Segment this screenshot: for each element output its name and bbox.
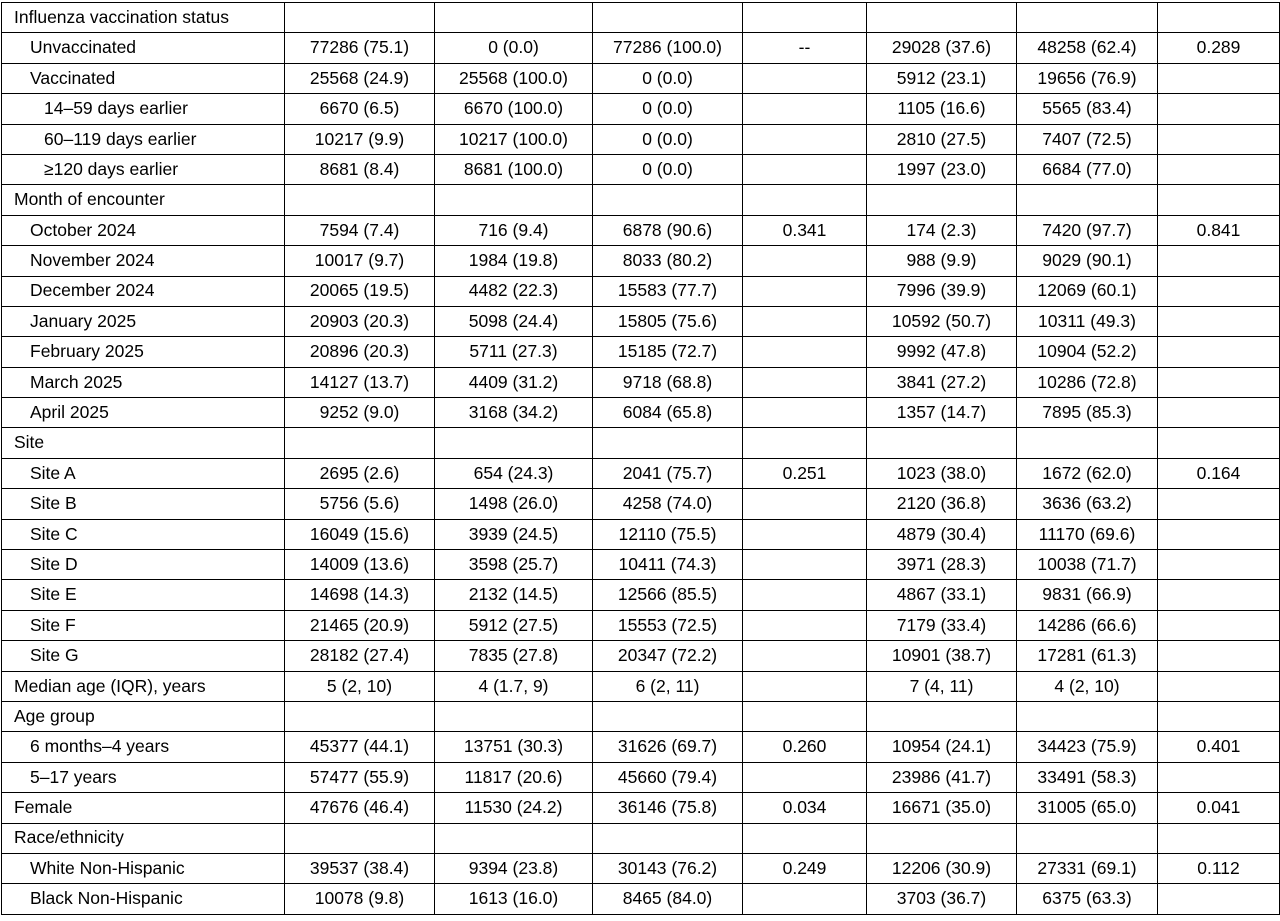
table-row	[2, 641, 1280, 671]
negative-cell: 12069 (60.1)	[1017, 276, 1158, 306]
vaccinated-cell	[435, 701, 593, 731]
test-pvalue-cell	[1158, 398, 1280, 428]
vaccinated-cell	[435, 185, 593, 215]
positive-cell: 10592 (50.7)	[867, 306, 1017, 336]
positive-cell: 988 (9.9)	[867, 246, 1017, 276]
negative-cell: 10038 (71.7)	[1017, 550, 1158, 580]
test-pvalue-cell	[1158, 3, 1280, 33]
vaccinated-cell: 3598 (25.7)	[435, 550, 593, 580]
test-pvalue-cell	[1158, 641, 1280, 671]
table-row	[2, 215, 1280, 245]
vaccinated-cell: 5711 (27.3)	[435, 337, 593, 367]
row-label-cell: Site E	[2, 580, 285, 610]
vaccination-pvalue-cell: 0.251	[743, 458, 867, 488]
test-pvalue-cell	[1158, 337, 1280, 367]
negative-cell: 3636 (63.2)	[1017, 489, 1158, 519]
row-label-cell: April 2025	[2, 398, 285, 428]
vaccinated-cell: 11530 (24.2)	[435, 793, 593, 823]
negative-cell: 17281 (61.3)	[1017, 641, 1158, 671]
vaccination-pvalue-cell	[743, 398, 867, 428]
vaccination-pvalue-cell	[743, 701, 867, 731]
negative-cell: 34423 (75.9)	[1017, 732, 1158, 762]
total-cell: 2695 (2.6)	[285, 458, 435, 488]
vaccinated-cell: 2132 (14.5)	[435, 580, 593, 610]
vaccination-pvalue-cell	[743, 489, 867, 519]
vaccination-pvalue-cell	[743, 367, 867, 397]
total-cell: 25568 (24.9)	[285, 63, 435, 93]
unvaccinated-cell: 4258 (74.0)	[593, 489, 743, 519]
vaccination-pvalue-cell	[743, 276, 867, 306]
row-label-cell: Month of encounter	[2, 185, 285, 215]
total-cell: 45377 (44.1)	[285, 732, 435, 762]
unvaccinated-cell: 0 (0.0)	[593, 94, 743, 124]
negative-cell: 48258 (62.4)	[1017, 33, 1158, 63]
vaccination-pvalue-cell	[743, 154, 867, 184]
positive-cell: 2120 (36.8)	[867, 489, 1017, 519]
vaccinated-cell: 6670 (100.0)	[435, 94, 593, 124]
vaccination-pvalue-cell	[743, 94, 867, 124]
row-label-cell: Age group	[2, 701, 285, 731]
test-pvalue-cell	[1158, 185, 1280, 215]
table-row	[2, 671, 1280, 701]
negative-cell: 5565 (83.4)	[1017, 94, 1158, 124]
total-cell: 14009 (13.6)	[285, 550, 435, 580]
unvaccinated-cell: 10411 (74.3)	[593, 550, 743, 580]
unvaccinated-cell: 45660 (79.4)	[593, 762, 743, 792]
row-label-cell: Site D	[2, 550, 285, 580]
negative-cell: 10311 (49.3)	[1017, 306, 1158, 336]
unvaccinated-cell: 36146 (75.8)	[593, 793, 743, 823]
total-cell: 10017 (9.7)	[285, 246, 435, 276]
test-pvalue-cell	[1158, 671, 1280, 701]
vaccination-pvalue-cell: 0.034	[743, 793, 867, 823]
row-label-cell: 5–17 years	[2, 762, 285, 792]
negative-cell: 4 (2, 10)	[1017, 671, 1158, 701]
total-cell: 21465 (20.9)	[285, 610, 435, 640]
total-cell: 16049 (15.6)	[285, 519, 435, 549]
table-row	[2, 823, 1280, 853]
negative-cell	[1017, 185, 1158, 215]
vaccinated-cell: 716 (9.4)	[435, 215, 593, 245]
vaccinated-cell: 7835 (27.8)	[435, 641, 593, 671]
negative-cell: 31005 (65.0)	[1017, 793, 1158, 823]
total-cell	[285, 701, 435, 731]
vaccinated-cell: 3168 (34.2)	[435, 398, 593, 428]
unvaccinated-cell	[593, 701, 743, 731]
positive-cell: 23986 (41.7)	[867, 762, 1017, 792]
unvaccinated-cell: 15553 (72.5)	[593, 610, 743, 640]
unvaccinated-cell: 20347 (72.2)	[593, 641, 743, 671]
table-row	[2, 398, 1280, 428]
positive-cell: 7 (4, 11)	[867, 671, 1017, 701]
negative-cell: 9831 (66.9)	[1017, 580, 1158, 610]
table-row	[2, 246, 1280, 276]
vaccinated-cell: 10217 (100.0)	[435, 124, 593, 154]
vaccination-pvalue-cell	[743, 185, 867, 215]
table-row	[2, 762, 1280, 792]
table-row	[2, 701, 1280, 731]
table-row	[2, 732, 1280, 762]
row-label-cell: ≥120 days earlier	[2, 154, 285, 184]
row-label-cell: January 2025	[2, 306, 285, 336]
table-row	[2, 610, 1280, 640]
table-body	[2, 3, 1280, 915]
vaccination-pvalue-cell	[743, 762, 867, 792]
table-row	[2, 124, 1280, 154]
negative-cell	[1017, 701, 1158, 731]
vaccinated-cell	[435, 3, 593, 33]
total-cell: 20903 (20.3)	[285, 306, 435, 336]
row-label-cell: February 2025	[2, 337, 285, 367]
positive-cell: 10901 (38.7)	[867, 641, 1017, 671]
row-label-cell: Site F	[2, 610, 285, 640]
vaccination-pvalue-cell	[743, 63, 867, 93]
vaccinated-cell: 5912 (27.5)	[435, 610, 593, 640]
total-cell: 9252 (9.0)	[285, 398, 435, 428]
negative-cell: 11170 (69.6)	[1017, 519, 1158, 549]
total-cell: 5 (2, 10)	[285, 671, 435, 701]
row-label-cell: October 2024	[2, 215, 285, 245]
unvaccinated-cell: 12110 (75.5)	[593, 519, 743, 549]
total-cell	[285, 3, 435, 33]
table-row	[2, 428, 1280, 458]
table-row	[2, 185, 1280, 215]
total-cell: 10217 (9.9)	[285, 124, 435, 154]
total-cell: 39537 (38.4)	[285, 853, 435, 883]
test-pvalue-cell	[1158, 154, 1280, 184]
test-pvalue-cell: 0.401	[1158, 732, 1280, 762]
row-label-cell: Site B	[2, 489, 285, 519]
vaccination-pvalue-cell: 0.341	[743, 215, 867, 245]
positive-cell	[867, 185, 1017, 215]
test-pvalue-cell	[1158, 519, 1280, 549]
row-label-cell: March 2025	[2, 367, 285, 397]
vaccinated-cell: 654 (24.3)	[435, 458, 593, 488]
negative-cell: 14286 (66.6)	[1017, 610, 1158, 640]
row-label-cell: Median age (IQR), years	[2, 671, 285, 701]
table-row	[2, 519, 1280, 549]
row-label-cell: White Non-Hispanic	[2, 853, 285, 883]
row-label-cell: Race/ethnicity	[2, 823, 285, 853]
table-row	[2, 337, 1280, 367]
negative-cell: 7895 (85.3)	[1017, 398, 1158, 428]
table-row	[2, 367, 1280, 397]
positive-cell: 2810 (27.5)	[867, 124, 1017, 154]
vaccination-pvalue-cell	[743, 519, 867, 549]
vaccinated-cell: 25568 (100.0)	[435, 63, 593, 93]
test-pvalue-cell: 0.289	[1158, 33, 1280, 63]
total-cell: 28182 (27.4)	[285, 641, 435, 671]
table-row	[2, 3, 1280, 33]
row-label-cell: 14–59 days earlier	[2, 94, 285, 124]
positive-cell: 3703 (36.7)	[867, 884, 1017, 914]
positive-cell	[867, 823, 1017, 853]
vaccination-pvalue-cell: --	[743, 33, 867, 63]
positive-cell: 10954 (24.1)	[867, 732, 1017, 762]
row-label-cell: Site C	[2, 519, 285, 549]
vaccinated-cell: 4 (1.7, 9)	[435, 671, 593, 701]
test-pvalue-cell: 0.164	[1158, 458, 1280, 488]
positive-cell: 1105 (16.6)	[867, 94, 1017, 124]
row-label-cell: 6 months–4 years	[2, 732, 285, 762]
vaccinated-cell: 5098 (24.4)	[435, 306, 593, 336]
total-cell: 20065 (19.5)	[285, 276, 435, 306]
total-cell: 47676 (46.4)	[285, 793, 435, 823]
row-label-cell: 60–119 days earlier	[2, 124, 285, 154]
row-label-cell: November 2024	[2, 246, 285, 276]
unvaccinated-cell	[593, 428, 743, 458]
vaccinated-cell: 1984 (19.8)	[435, 246, 593, 276]
vaccinated-cell	[435, 428, 593, 458]
positive-cell: 5912 (23.1)	[867, 63, 1017, 93]
test-pvalue-cell	[1158, 124, 1280, 154]
negative-cell: 27331 (69.1)	[1017, 853, 1158, 883]
row-label-cell: Site	[2, 428, 285, 458]
unvaccinated-cell	[593, 3, 743, 33]
positive-cell: 3841 (27.2)	[867, 367, 1017, 397]
vaccination-pvalue-cell: 0.260	[743, 732, 867, 762]
vaccinated-cell: 1613 (16.0)	[435, 884, 593, 914]
negative-cell: 7420 (97.7)	[1017, 215, 1158, 245]
vaccination-pvalue-cell	[743, 610, 867, 640]
total-cell	[285, 823, 435, 853]
total-cell: 14127 (13.7)	[285, 367, 435, 397]
positive-cell: 29028 (37.6)	[867, 33, 1017, 63]
unvaccinated-cell	[593, 185, 743, 215]
row-label-cell: December 2024	[2, 276, 285, 306]
test-pvalue-cell: 0.041	[1158, 793, 1280, 823]
total-cell: 14698 (14.3)	[285, 580, 435, 610]
total-cell: 10078 (9.8)	[285, 884, 435, 914]
table-row	[2, 550, 1280, 580]
unvaccinated-cell: 15805 (75.6)	[593, 306, 743, 336]
vaccination-pvalue-cell	[743, 306, 867, 336]
positive-cell: 1357 (14.7)	[867, 398, 1017, 428]
test-pvalue-cell	[1158, 884, 1280, 914]
vaccination-pvalue-cell	[743, 124, 867, 154]
unvaccinated-cell: 6084 (65.8)	[593, 398, 743, 428]
vaccinated-cell: 9394 (23.8)	[435, 853, 593, 883]
unvaccinated-cell: 31626 (69.7)	[593, 732, 743, 762]
vaccination-pvalue-cell	[743, 428, 867, 458]
vaccinated-cell: 3939 (24.5)	[435, 519, 593, 549]
unvaccinated-cell: 0 (0.0)	[593, 124, 743, 154]
test-pvalue-cell: 0.841	[1158, 215, 1280, 245]
vaccination-pvalue-cell	[743, 337, 867, 367]
test-pvalue-cell	[1158, 610, 1280, 640]
positive-cell: 1997 (23.0)	[867, 154, 1017, 184]
positive-cell: 9992 (47.8)	[867, 337, 1017, 367]
table-row	[2, 580, 1280, 610]
unvaccinated-cell	[593, 823, 743, 853]
row-label-cell: Female	[2, 793, 285, 823]
positive-cell: 1023 (38.0)	[867, 458, 1017, 488]
total-cell	[285, 185, 435, 215]
row-label-cell: Site A	[2, 458, 285, 488]
vaccinated-cell: 0 (0.0)	[435, 33, 593, 63]
row-label-cell: Site G	[2, 641, 285, 671]
negative-cell	[1017, 428, 1158, 458]
test-pvalue-cell: 0.112	[1158, 853, 1280, 883]
table-row	[2, 276, 1280, 306]
test-pvalue-cell	[1158, 94, 1280, 124]
vaccinated-cell: 13751 (30.3)	[435, 732, 593, 762]
vaccination-pvalue-cell	[743, 580, 867, 610]
positive-cell	[867, 701, 1017, 731]
unvaccinated-cell: 30143 (76.2)	[593, 853, 743, 883]
test-pvalue-cell	[1158, 306, 1280, 336]
unvaccinated-cell: 12566 (85.5)	[593, 580, 743, 610]
negative-cell	[1017, 3, 1158, 33]
unvaccinated-cell: 6878 (90.6)	[593, 215, 743, 245]
positive-cell: 174 (2.3)	[867, 215, 1017, 245]
positive-cell: 12206 (30.9)	[867, 853, 1017, 883]
table-row	[2, 306, 1280, 336]
total-cell	[285, 428, 435, 458]
unvaccinated-cell: 15583 (77.7)	[593, 276, 743, 306]
total-cell: 8681 (8.4)	[285, 154, 435, 184]
table-row	[2, 853, 1280, 883]
total-cell: 77286 (75.1)	[285, 33, 435, 63]
vaccinated-cell: 4409 (31.2)	[435, 367, 593, 397]
positive-cell: 7179 (33.4)	[867, 610, 1017, 640]
test-pvalue-cell	[1158, 823, 1280, 853]
negative-cell: 6375 (63.3)	[1017, 884, 1158, 914]
test-pvalue-cell	[1158, 701, 1280, 731]
unvaccinated-cell: 0 (0.0)	[593, 63, 743, 93]
total-cell: 20896 (20.3)	[285, 337, 435, 367]
test-pvalue-cell	[1158, 550, 1280, 580]
negative-cell: 10904 (52.2)	[1017, 337, 1158, 367]
unvaccinated-cell: 6 (2, 11)	[593, 671, 743, 701]
negative-cell: 7407 (72.5)	[1017, 124, 1158, 154]
table-row	[2, 94, 1280, 124]
table-row	[2, 793, 1280, 823]
vaccination-pvalue-cell	[743, 550, 867, 580]
negative-cell: 6684 (77.0)	[1017, 154, 1158, 184]
positive-cell: 7996 (39.9)	[867, 276, 1017, 306]
table-row	[2, 33, 1280, 63]
unvaccinated-cell: 0 (0.0)	[593, 154, 743, 184]
row-label-cell: Vaccinated	[2, 63, 285, 93]
test-pvalue-cell	[1158, 276, 1280, 306]
vaccination-pvalue-cell	[743, 884, 867, 914]
unvaccinated-cell: 8465 (84.0)	[593, 884, 743, 914]
total-cell: 57477 (55.9)	[285, 762, 435, 792]
positive-cell: 4867 (33.1)	[867, 580, 1017, 610]
total-cell: 5756 (5.6)	[285, 489, 435, 519]
vaccinated-cell: 11817 (20.6)	[435, 762, 593, 792]
test-pvalue-cell	[1158, 580, 1280, 610]
test-pvalue-cell	[1158, 246, 1280, 276]
unvaccinated-cell: 77286 (100.0)	[593, 33, 743, 63]
row-label-cell: Unvaccinated	[2, 33, 285, 63]
unvaccinated-cell: 9718 (68.8)	[593, 367, 743, 397]
negative-cell	[1017, 823, 1158, 853]
negative-cell: 10286 (72.8)	[1017, 367, 1158, 397]
table-row	[2, 154, 1280, 184]
test-pvalue-cell	[1158, 428, 1280, 458]
vaccination-pvalue-cell	[743, 823, 867, 853]
vaccination-pvalue-cell	[743, 641, 867, 671]
unvaccinated-cell: 15185 (72.7)	[593, 337, 743, 367]
vaccinated-cell: 4482 (22.3)	[435, 276, 593, 306]
positive-cell: 16671 (35.0)	[867, 793, 1017, 823]
row-label-cell: Influenza vaccination status	[2, 3, 285, 33]
negative-cell: 33491 (58.3)	[1017, 762, 1158, 792]
vaccinated-cell: 1498 (26.0)	[435, 489, 593, 519]
total-cell: 6670 (6.5)	[285, 94, 435, 124]
negative-cell: 9029 (90.1)	[1017, 246, 1158, 276]
positive-cell	[867, 428, 1017, 458]
negative-cell: 1672 (62.0)	[1017, 458, 1158, 488]
unvaccinated-cell: 8033 (80.2)	[593, 246, 743, 276]
test-pvalue-cell	[1158, 63, 1280, 93]
table-row	[2, 884, 1280, 914]
positive-cell: 4879 (30.4)	[867, 519, 1017, 549]
table-row	[2, 458, 1280, 488]
vaccination-pvalue-cell: 0.249	[743, 853, 867, 883]
vaccination-pvalue-cell	[743, 671, 867, 701]
test-pvalue-cell	[1158, 762, 1280, 792]
test-pvalue-cell	[1158, 489, 1280, 519]
vaccination-pvalue-cell	[743, 3, 867, 33]
table-row	[2, 489, 1280, 519]
test-pvalue-cell	[1158, 367, 1280, 397]
table-row	[2, 63, 1280, 93]
positive-cell: 3971 (28.3)	[867, 550, 1017, 580]
vaccinated-cell: 8681 (100.0)	[435, 154, 593, 184]
vaccination-pvalue-cell	[743, 246, 867, 276]
positive-cell	[867, 3, 1017, 33]
demographics-table	[1, 2, 1280, 915]
total-cell: 7594 (7.4)	[285, 215, 435, 245]
vaccinated-cell	[435, 823, 593, 853]
row-label-cell: Black Non-Hispanic	[2, 884, 285, 914]
unvaccinated-cell: 2041 (75.7)	[593, 458, 743, 488]
negative-cell: 19656 (76.9)	[1017, 63, 1158, 93]
